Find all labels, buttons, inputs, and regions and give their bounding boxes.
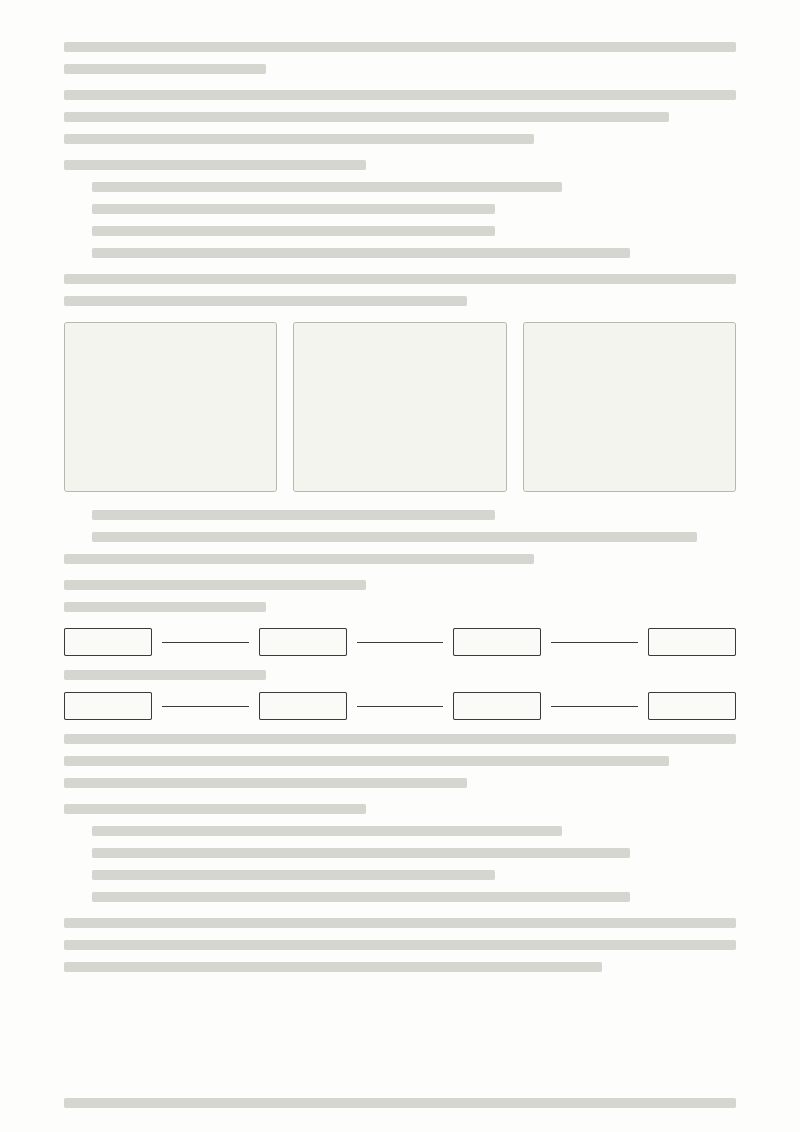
flow-node [453, 692, 541, 720]
placeholder-line [92, 532, 697, 542]
placeholder-line [92, 826, 562, 836]
flow-node [648, 628, 736, 656]
flow-arrow [162, 642, 249, 643]
placeholder-line [92, 870, 495, 880]
text-block [64, 510, 736, 564]
placeholder-line [64, 580, 366, 590]
flow-diagram [64, 692, 736, 720]
placeholder-line [64, 962, 602, 972]
placeholder-line [64, 918, 736, 928]
figure-placeholder [64, 322, 277, 492]
placeholder-line [64, 670, 266, 680]
placeholder-line [92, 892, 630, 902]
flow-node [259, 628, 347, 656]
placeholder-line [92, 226, 495, 236]
placeholder-line [92, 182, 562, 192]
placeholder-line [64, 778, 467, 788]
flow-node [648, 692, 736, 720]
placeholder-line [92, 248, 630, 258]
placeholder-line [64, 112, 669, 122]
text-block [64, 918, 736, 972]
figure-placeholder [293, 322, 506, 492]
flow-arrow [357, 642, 444, 643]
flow-diagram [64, 628, 736, 656]
placeholder-line [64, 734, 736, 744]
question-block [64, 580, 736, 612]
flow-arrow [551, 706, 638, 707]
text-block [64, 734, 736, 788]
text-block-top [64, 42, 736, 74]
question-block [64, 90, 736, 144]
placeholder-line [64, 756, 669, 766]
page-footer [64, 1098, 736, 1108]
options-block [64, 804, 736, 902]
placeholder-line [64, 602, 266, 612]
flow-node [259, 692, 347, 720]
placeholder-line [64, 160, 366, 170]
flow-node [64, 628, 152, 656]
figure-placeholder [523, 322, 736, 492]
question-block [64, 274, 736, 306]
placeholder-line [64, 134, 534, 144]
placeholder-line [92, 510, 495, 520]
figure-row [64, 322, 736, 492]
options-block [64, 160, 736, 258]
placeholder-line [64, 42, 736, 52]
placeholder-line [64, 296, 467, 306]
flow-arrow [162, 706, 249, 707]
placeholder-line [64, 90, 736, 100]
placeholder-line [64, 804, 366, 814]
placeholder-line [64, 554, 534, 564]
flow-arrow [551, 642, 638, 643]
flow-node [64, 692, 152, 720]
placeholder-line [64, 274, 736, 284]
placeholder-line [64, 940, 736, 950]
placeholder-line [92, 204, 495, 214]
placeholder-line [92, 848, 630, 858]
flow-node [453, 628, 541, 656]
placeholder-line [64, 64, 266, 74]
flow-arrow [357, 706, 444, 707]
